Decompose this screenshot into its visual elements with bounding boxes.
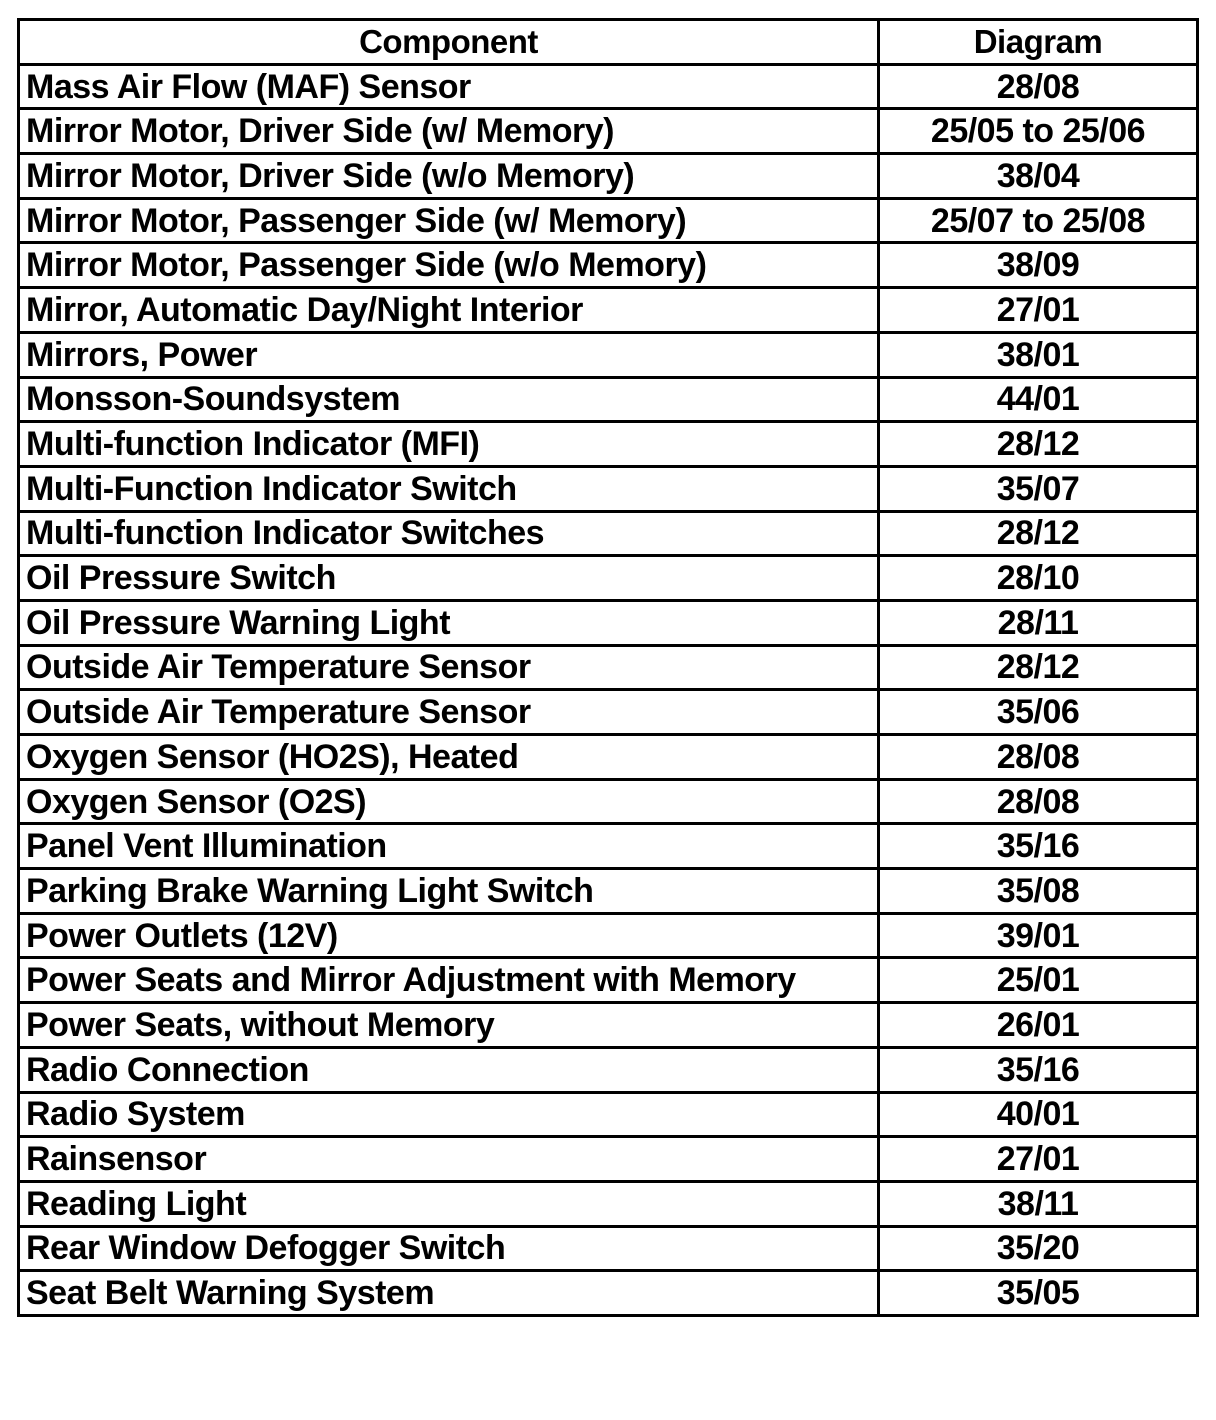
component-cell: Radio System [19, 1092, 879, 1137]
component-cell: Monsson-Soundsystem [19, 377, 879, 422]
component-cell: Mirror Motor, Driver Side (w/ Memory) [19, 109, 879, 154]
component-cell: Power Outlets (12V) [19, 913, 879, 958]
diagram-column-header: Diagram [879, 20, 1198, 65]
table-row [19, 958, 1198, 1003]
component-cell: Mirror, Automatic Day/Night Interior [19, 288, 879, 333]
component-cell: Seat Belt Warning System [19, 1271, 879, 1316]
table-body [19, 64, 1198, 1315]
diagram-cell: 25/07 to 25/08 [879, 198, 1198, 243]
diagram-cell: 35/05 [879, 1271, 1198, 1316]
diagram-cell: 28/12 [879, 511, 1198, 556]
diagram-cell: 35/06 [879, 690, 1198, 735]
diagram-cell: 28/11 [879, 600, 1198, 645]
table-row [19, 466, 1198, 511]
diagram-cell: 26/01 [879, 1003, 1198, 1048]
table-row [19, 243, 1198, 288]
diagram-cell: 25/01 [879, 958, 1198, 1003]
diagram-cell: 40/01 [879, 1092, 1198, 1137]
header-row [19, 20, 1198, 65]
diagram-cell: 28/10 [879, 556, 1198, 601]
component-cell: Power Seats and Mirror Adjustment with Memory [19, 958, 879, 1003]
table-row [19, 1047, 1198, 1092]
diagram-cell: 28/12 [879, 645, 1198, 690]
diagram-cell: 35/08 [879, 869, 1198, 914]
component-cell: Multi-function Indicator Switches [19, 511, 879, 556]
table-row [19, 422, 1198, 467]
table-row [19, 64, 1198, 109]
component-cell: Mirror Motor, Driver Side (w/o Memory) [19, 154, 879, 199]
table-row [19, 1181, 1198, 1226]
component-cell: Rear Window Defogger Switch [19, 1226, 879, 1271]
diagram-cell: 28/08 [879, 64, 1198, 109]
table-row [19, 779, 1198, 824]
diagram-cell: 35/20 [879, 1226, 1198, 1271]
diagram-cell: 38/11 [879, 1181, 1198, 1226]
table-row [19, 1003, 1198, 1048]
table-row [19, 1271, 1198, 1316]
diagram-cell: 38/01 [879, 332, 1198, 377]
table-row [19, 735, 1198, 780]
diagram-cell: 38/09 [879, 243, 1198, 288]
table-header [19, 20, 1198, 65]
diagram-cell: 28/08 [879, 779, 1198, 824]
component-diagram-table [17, 18, 1199, 1317]
table-row [19, 600, 1198, 645]
table-row [19, 1226, 1198, 1271]
diagram-cell: 27/01 [879, 288, 1198, 333]
diagram-cell: 35/07 [879, 466, 1198, 511]
table-row [19, 511, 1198, 556]
table-row [19, 198, 1198, 243]
component-cell: Multi-function Indicator (MFI) [19, 422, 879, 467]
component-cell: Power Seats, without Memory [19, 1003, 879, 1048]
component-table-container [17, 18, 1196, 1317]
table-row [19, 109, 1198, 154]
component-cell: Oil Pressure Warning Light [19, 600, 879, 645]
diagram-cell: 25/05 to 25/06 [879, 109, 1198, 154]
diagram-cell: 35/16 [879, 1047, 1198, 1092]
component-cell: Rainsensor [19, 1137, 879, 1182]
component-cell: Oxygen Sensor (HO2S), Heated [19, 735, 879, 780]
table-row [19, 154, 1198, 199]
diagram-cell: 39/01 [879, 913, 1198, 958]
component-cell: Mirror Motor, Passenger Side (w/ Memory) [19, 198, 879, 243]
table-row [19, 869, 1198, 914]
table-row [19, 377, 1198, 422]
table-row [19, 645, 1198, 690]
diagram-cell: 35/16 [879, 824, 1198, 869]
table-row [19, 556, 1198, 601]
table-row [19, 690, 1198, 735]
diagram-cell: 28/08 [879, 735, 1198, 780]
component-cell: Radio Connection [19, 1047, 879, 1092]
table-row [19, 332, 1198, 377]
component-cell: Panel Vent Illumination [19, 824, 879, 869]
table-row [19, 1092, 1198, 1137]
component-cell: Outside Air Temperature Sensor [19, 690, 879, 735]
component-cell: Mirror Motor, Passenger Side (w/o Memory) [19, 243, 879, 288]
component-cell: Multi-Function Indicator Switch [19, 466, 879, 511]
diagram-cell: 28/12 [879, 422, 1198, 467]
table-row [19, 1137, 1198, 1182]
diagram-cell: 27/01 [879, 1137, 1198, 1182]
component-column-header: Component [19, 20, 879, 65]
table-row [19, 288, 1198, 333]
component-cell: Oil Pressure Switch [19, 556, 879, 601]
table-row [19, 913, 1198, 958]
component-cell: Mass Air Flow (MAF) Sensor [19, 64, 879, 109]
table-row [19, 824, 1198, 869]
component-cell: Mirrors, Power [19, 332, 879, 377]
diagram-cell: 44/01 [879, 377, 1198, 422]
diagram-cell: 38/04 [879, 154, 1198, 199]
component-cell: Parking Brake Warning Light Switch [19, 869, 879, 914]
component-cell: Oxygen Sensor (O2S) [19, 779, 879, 824]
component-cell: Outside Air Temperature Sensor [19, 645, 879, 690]
component-cell: Reading Light [19, 1181, 879, 1226]
